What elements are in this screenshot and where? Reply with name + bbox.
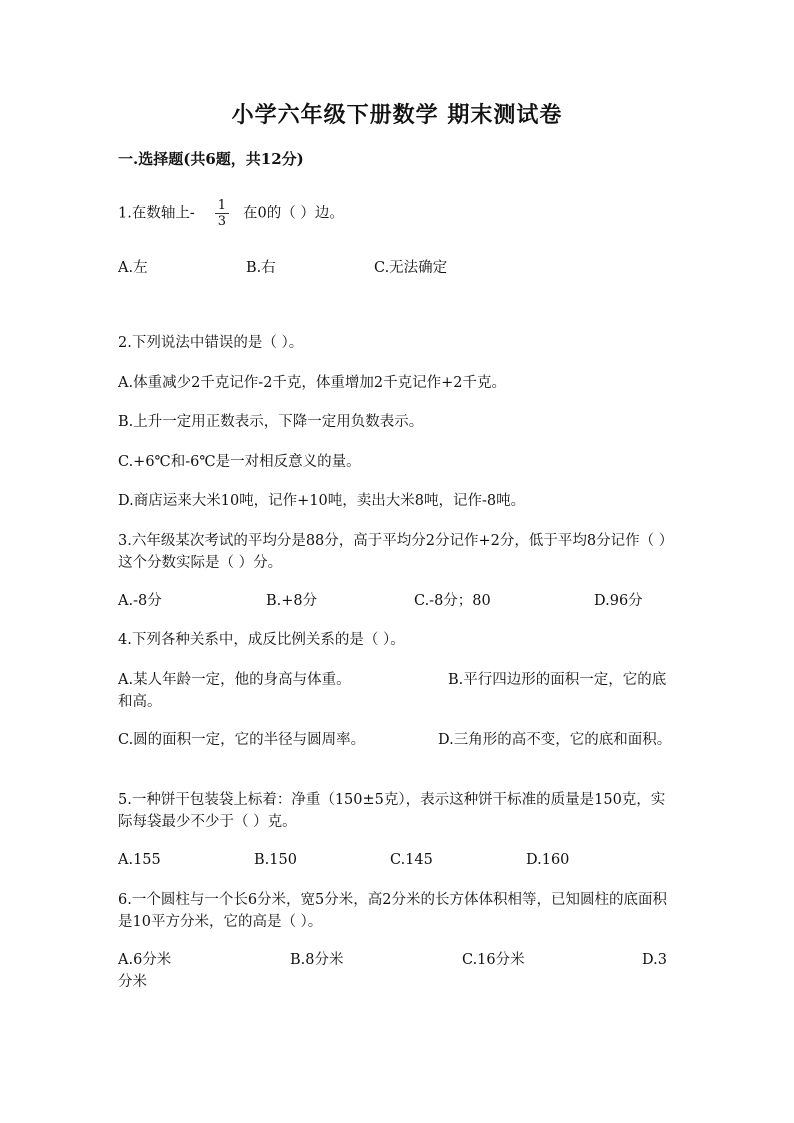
question-2-stem: 2.下列说法中错误的是（ ）。 xyxy=(118,335,304,351)
question-6-stem: 6.一个圆柱与一个长6分米，宽5分米，高2分米的长方体体积相等，已知圆柱的底面积是10平方分米，它的高是（ ）。 xyxy=(118,892,668,930)
question-1-suffix: 在0的（ ）边。 xyxy=(243,205,344,222)
question-3-option-d: D.96分 xyxy=(594,593,643,609)
question-1-option-b: B.右 xyxy=(246,260,276,276)
question-6-option-d: D.3分米 xyxy=(118,952,667,990)
fraction-numerator: 1 xyxy=(215,198,229,214)
question-6-option-b: B.8分米 xyxy=(290,952,344,968)
question-1-option-a: A.左 xyxy=(118,260,148,276)
question-4-option-a: A.某人年龄一定，他的身高与体重。 xyxy=(118,672,351,688)
question-2-option-b: B.上升一定用正数表示，下降一定用负数表示。 xyxy=(118,414,424,430)
question-5-option-b: B.150 xyxy=(254,852,297,868)
question-2-option-a: A.体重减少2千克记作-2千克，体重增加2千克记作+2千克。 xyxy=(118,375,507,391)
page-title: 小学六年级下册数学 期末测试卷 xyxy=(231,102,563,128)
question-2-option-c: C.+6℃和-6℃是一对相反意义的量。 xyxy=(118,454,361,470)
question-1-prefix: 1.在数轴上- xyxy=(118,205,195,222)
question-5-option-d: D.160 xyxy=(526,852,570,868)
section-heading: 一.选择题(共6题，共12分) xyxy=(118,150,304,168)
question-3-option-c: C.-8分；80 xyxy=(414,593,491,609)
question-5-option-c: C.145 xyxy=(390,852,433,868)
question-4-option-d: D.三角形的高不变，它的底和面积。 xyxy=(438,732,672,748)
question-4-option-c: C.圆的面积一定，它的半径与圆周率。 xyxy=(118,732,366,748)
question-2-option-d: D.商店运来大米10吨，记作+10吨，卖出大米8吨，记作-8吨。 xyxy=(118,493,526,509)
question-6-option-c: C.16分米 xyxy=(462,952,525,968)
question-3-stem: 3.六年级某次考试的平均分是88分，高于平均分2分记作+2分，低于平均8分记作（ ）这个分数实际是（ ）分。 xyxy=(118,533,674,571)
fraction-denominator: 3 xyxy=(217,214,227,229)
question-3-option-a: A.-8分 xyxy=(118,593,162,609)
question-1-stem xyxy=(118,198,344,229)
question-1-option-c: C.无法确定 xyxy=(374,260,448,276)
question-5-stem: 5.一种饼干包装袋上标着：净重（150±5克），表示这种饼干标准的质量是150克，实际每袋最少不少于（ ）克。 xyxy=(118,792,666,830)
question-3-option-b: B.+8分 xyxy=(266,593,318,609)
question-6-option-a: A.6分米 xyxy=(118,952,172,968)
question-5-option-a: A.155 xyxy=(118,852,161,868)
question-4-stem: 4.下列各种关系中，成反比例关系的是（ ）。 xyxy=(118,632,405,648)
fraction-one-third xyxy=(215,198,229,229)
question-4-option-b: B.平行四边形的面积一定，它的底和高。 xyxy=(118,672,667,710)
